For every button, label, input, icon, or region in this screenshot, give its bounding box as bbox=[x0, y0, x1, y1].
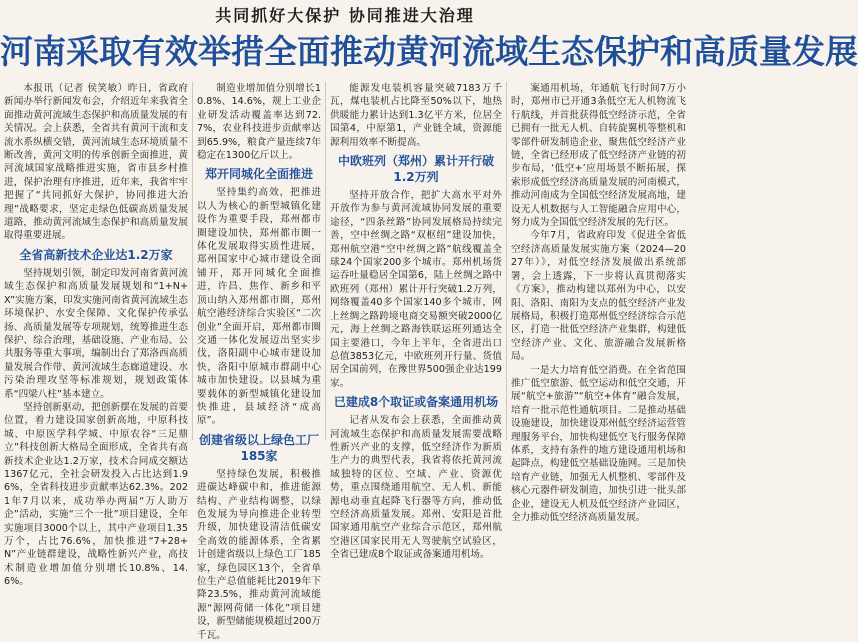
paragraph: 一是大力培育低空消费。在全省范围推广低空旅游、低空运动和低空交通，开展“航空+旅游”“航空+体育”融合发展，培育一批示范性通航项目。二是推动基础设施建设，加快建设郑州低空经济运营管理服务平台，加快构建低空飞行服务保障体系，支持有条件的地方建设通用机场和起降点，构建低空基础设施网。三是加快培育产业链，加强无人机整机、零部件及核心元器件研发制造，加快引进一批头部企业，建设无人机及低空经济产业园区，全力推动低空经济高质量发展。 bbox=[511, 364, 686, 523]
paragraph: 坚持开放合作，把扩大高水平对外开放作为参与黄河流域协同发展的重要途径，“四条丝路”协同发展格局持续完善，空中丝绸之路“双枢纽”建设加快，郑州航空港“空中丝绸之路”航线覆盖全球24个国家200多个城市。郑州机场货运吞吐量稳居全国第6，陆上丝绸之路中欧班列（郑州）累计开行突破1.2万列，网络覆盖40多个国家140多个城市，网上丝绸之路跨境电商交易额突破2000亿元，海上丝绸之路海铁联运班列通达全国主要港口，今年上半年，全省进出口总值3853亿元，中欧班列开行量、货值居全国前列，在豫世界500强企业达199家。 bbox=[330, 190, 502, 389]
column-1 bbox=[0, 82, 193, 588]
subheading: 郑开同城化全面推进 bbox=[204, 167, 313, 182]
paragraph: 坚持绿色发展，积极推进碳达峰碳中和，推进能源结构、产业结构调整，以绿色发展为导向推进企业转型升级，加快建设清洁低碳安全高效的能源体系，全省累计创建省级以上绿色工厂185家，绿色园区13个，全省单位生产总值能耗比2019年下降23.5%，推动黄河流域能源“源网荷储一体化”项目建设，新型储能规模超过200万千瓦。 bbox=[197, 468, 321, 641]
subheading: 中欧班列（郑州）累计开行破1.2万列 bbox=[337, 154, 494, 185]
paragraph: 今年7月，省政府印发《促进全省低空经济高质量发展实施方案（2024—2027年）》，对低空经济发展做出系统部署，会上透露，下一步将认真贯彻落实《方案》，推动构建以郑州为中心，以安阳、洛阳、南阳为支点的低空经济产业发展格局，积极打造郑州低空经济综合示范区，打造一批低空经济产业集群，构建低空经济产业、文化、旅游融合发展新格局。 bbox=[511, 230, 686, 363]
column-3 bbox=[326, 82, 507, 561]
paragraph: 案通用机场，年通航飞行时间7万小时，郑州市已开通3条低空无人机物流飞行航线，并首批获得低空经济示范，全省已拥有一批无人机、自转旋翼机等整机和零部件研发制造企业，聚焦低空经济产业链，全省已经形成了低空经济产业链的初步布局，‘低空+’应用场景不断拓展，探索形成低空经济高质量发展的河南模式，推动河南成为全国低空经济发展高地，建设无人机数据与人工智能融合应用中心，努力成为全国低空经济发展的先行区。 bbox=[511, 83, 686, 229]
article-columns bbox=[0, 82, 690, 641]
paragraph: 制造业增加值分别增长10.8%、14.6%，规上工业企业研发活动覆盖率达到72.7%，农业科技进步贡献率达到65.9%，粮食产量连续7年稳定在1300亿斤以上。 bbox=[197, 83, 321, 162]
paragraph: 记者从发布会上获悉，全面推动黄河流域生态保护和高质量发展需要战略性新兴产业的支撑，低空经济作为新质生产力的典型代表，我省将依托黄河流域独特的区位、空域、产业、资源优势，重点围绕通用航空、无人机、新能源电动垂直起降飞行器等方向，推动低空经济高质量发展。郑州、安阳是首批国家通用航空产业综合示范区，郑州航空港区国家民用无人驾驶航空试验区，全省已建成8个取证或备案通用机场。 bbox=[330, 415, 502, 561]
column-4 bbox=[507, 82, 690, 523]
column-2 bbox=[193, 82, 326, 641]
paragraph: 本报讯（记者 侯笑敏）昨日，省政府新闻办举行新闻发布会，介绍近年来我省全面推动黄河流域生态保护和高质量发展的有关情况。会上获悉，全省共有黄河干流和支流水系纵横交错，黄河流域生态环境质量不断改善，黄河文明的传承创新全面推进，黄河流域国家战略推进实施，省市县乡村推进，保护治理有序推进，近年来，我省牢牢把握了“共同抓好大保护，协同推进大治理”战略要求，坚定走绿色低碳高质量发展道路，推动黄河流域生态保护和高质量发展取得重要进展。 bbox=[4, 83, 188, 242]
subheading: 创建省级以上绿色工厂185家 bbox=[198, 432, 319, 463]
subheading: 已建成8个取证或备案通用机场 bbox=[333, 395, 499, 410]
paragraph: 坚持规划引领，制定印发河南省黄河流域生态保护和高质量发展规划和“1+N+X”实施方案，印发实施河南省黄河流域生态环境保护、水安全保障、文化保护传承弘扬、高质量发展等专项规划，统筹推进生态保护、综合治理，基础设施、产业布局、公共服务等重大事项，编制出台了郑洛西高质量发展合作带、黄河流域生态廊道建设、水污染治理攻坚等标准规划，规划政策体系“四梁八柱”基本建立。 bbox=[4, 267, 188, 400]
paragraph: 坚持集约高效，把推进以人为核心的新型城镇化建设作为重要手段，郑州都市圈建设加快，郑州都市圈一体化发展取得实质性进展，郑州国家中心城市建设全面铺开，郑开同城化全面推进，许昌、焦作、新乡和平顶山纳入郑州都市圈，郑州航空港经济综合实验区“二次创业”全面开启，郑州都市圈交通一体化发展迈出坚实步伐，洛阳副中心城市建设加快，洛阳中原城市群副中心城市加快建设。以县城为重要载体的新型城镇化建设加快推进，县域经济“成高原”。 bbox=[197, 187, 321, 427]
kicker-headline: 共同抓好大保护 协同推进大治理 bbox=[215, 6, 475, 25]
paragraph: 坚持创新驱动，把创新摆在发展的首要位置，着力建设国家创新高地，中原科技城、中原医学科学城、中原农谷“三足鼎立”科技创新大格局全面形成，全省共有高新技术企业达1.2万家，技术合同成交额达1367亿元，全社会研发投入占比达到1.96%，全省科技进步贡献率达62.3%。2021年7月以来，成功举办两届“万人助万企”活动，实施“三个一批”项目建设，全年实施项目3000个以上，其中产业项目1.35万个，占比76.6%，加快推进“7+28+N”产业链群建设，战略性新兴产业，高技术制造业增加值分别增长10.8%、14.6%。 bbox=[4, 401, 188, 588]
paragraph: 能源发电装机容量突破7183万千瓦，煤电装机占比降至50%以下，地热供暖能力累计达到1.3亿平方米，位居全国第4，中原第1，产业链全域，资源能源利用效率不断提高。 bbox=[330, 83, 502, 148]
subheading: 全省高新技术企业达1.2万家 bbox=[19, 247, 173, 262]
main-headline: 河南采取有效举措全面推动黄河流域生态保护和高质量发展 bbox=[0, 32, 858, 71]
